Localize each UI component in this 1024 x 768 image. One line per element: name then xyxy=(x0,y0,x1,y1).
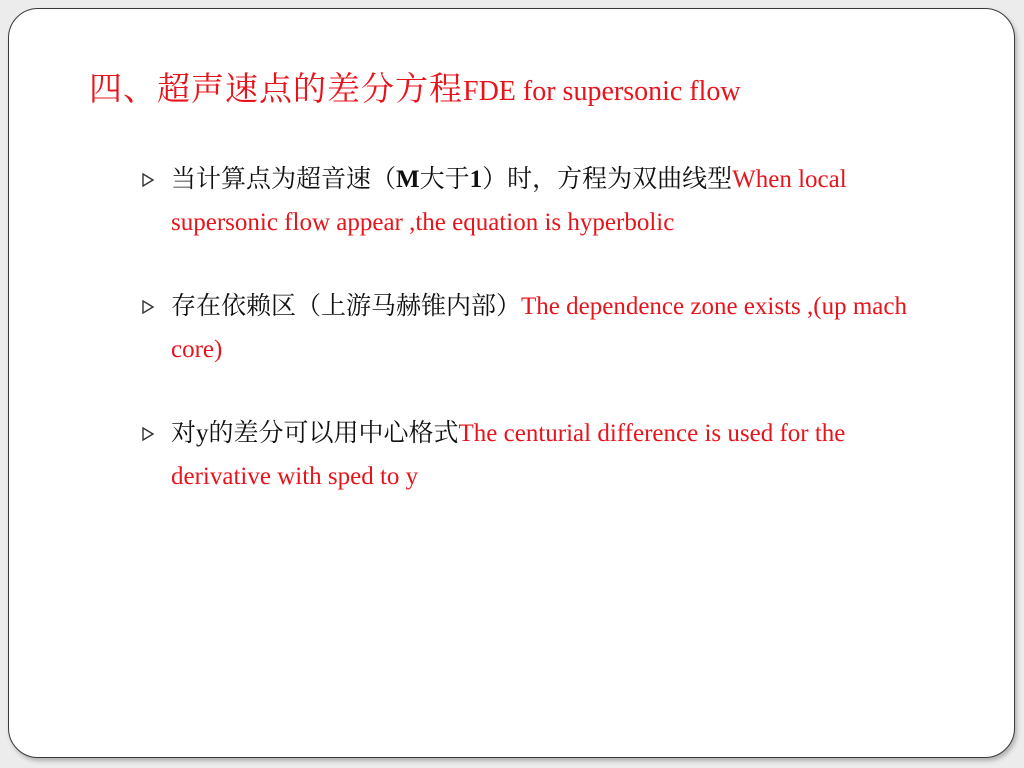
bullet-list xyxy=(139,159,909,540)
bullet-en-text: The centurial difference is used for the derivative with sped to y xyxy=(171,420,846,490)
slide-title-cn: 四、超声速点的差分方程 xyxy=(89,69,463,108)
bullet-cn-text: 当计算点为超音速（ xyxy=(171,164,397,193)
arrow-right-icon xyxy=(139,159,159,199)
bullet-y-variable: y xyxy=(196,420,209,447)
bullet-en-text: When local supersonic flow appear ,the equation is hyperbolic xyxy=(171,166,847,236)
bullet-cn-bold: 1 xyxy=(469,166,483,193)
bullet-item-dependence-zone xyxy=(139,286,909,373)
slide-title xyxy=(89,63,989,122)
bullet-item-central-difference xyxy=(139,413,909,500)
bullet-item-hyperbolic xyxy=(139,159,909,246)
bullet-cn-text: ）时，方程为双曲线型 xyxy=(482,164,733,193)
bullet-cn-text: 对 xyxy=(171,418,197,447)
arrow-right-icon xyxy=(139,413,159,453)
slide-title-en: FDE for supersonic flow xyxy=(463,76,741,107)
bullet-cn-text: 的差分可以用中心格式 xyxy=(208,418,459,447)
bullet-cn-text: 大于 xyxy=(419,164,470,193)
slide xyxy=(8,8,1015,758)
bullet-cn-bold: M xyxy=(396,166,420,193)
bullet-en-text: The dependence zone exists ,(up mach core) xyxy=(171,293,907,363)
arrow-right-icon xyxy=(139,286,159,326)
bullet-cn-text: 存在依赖区（上游马赫锥内部） xyxy=(171,291,522,320)
